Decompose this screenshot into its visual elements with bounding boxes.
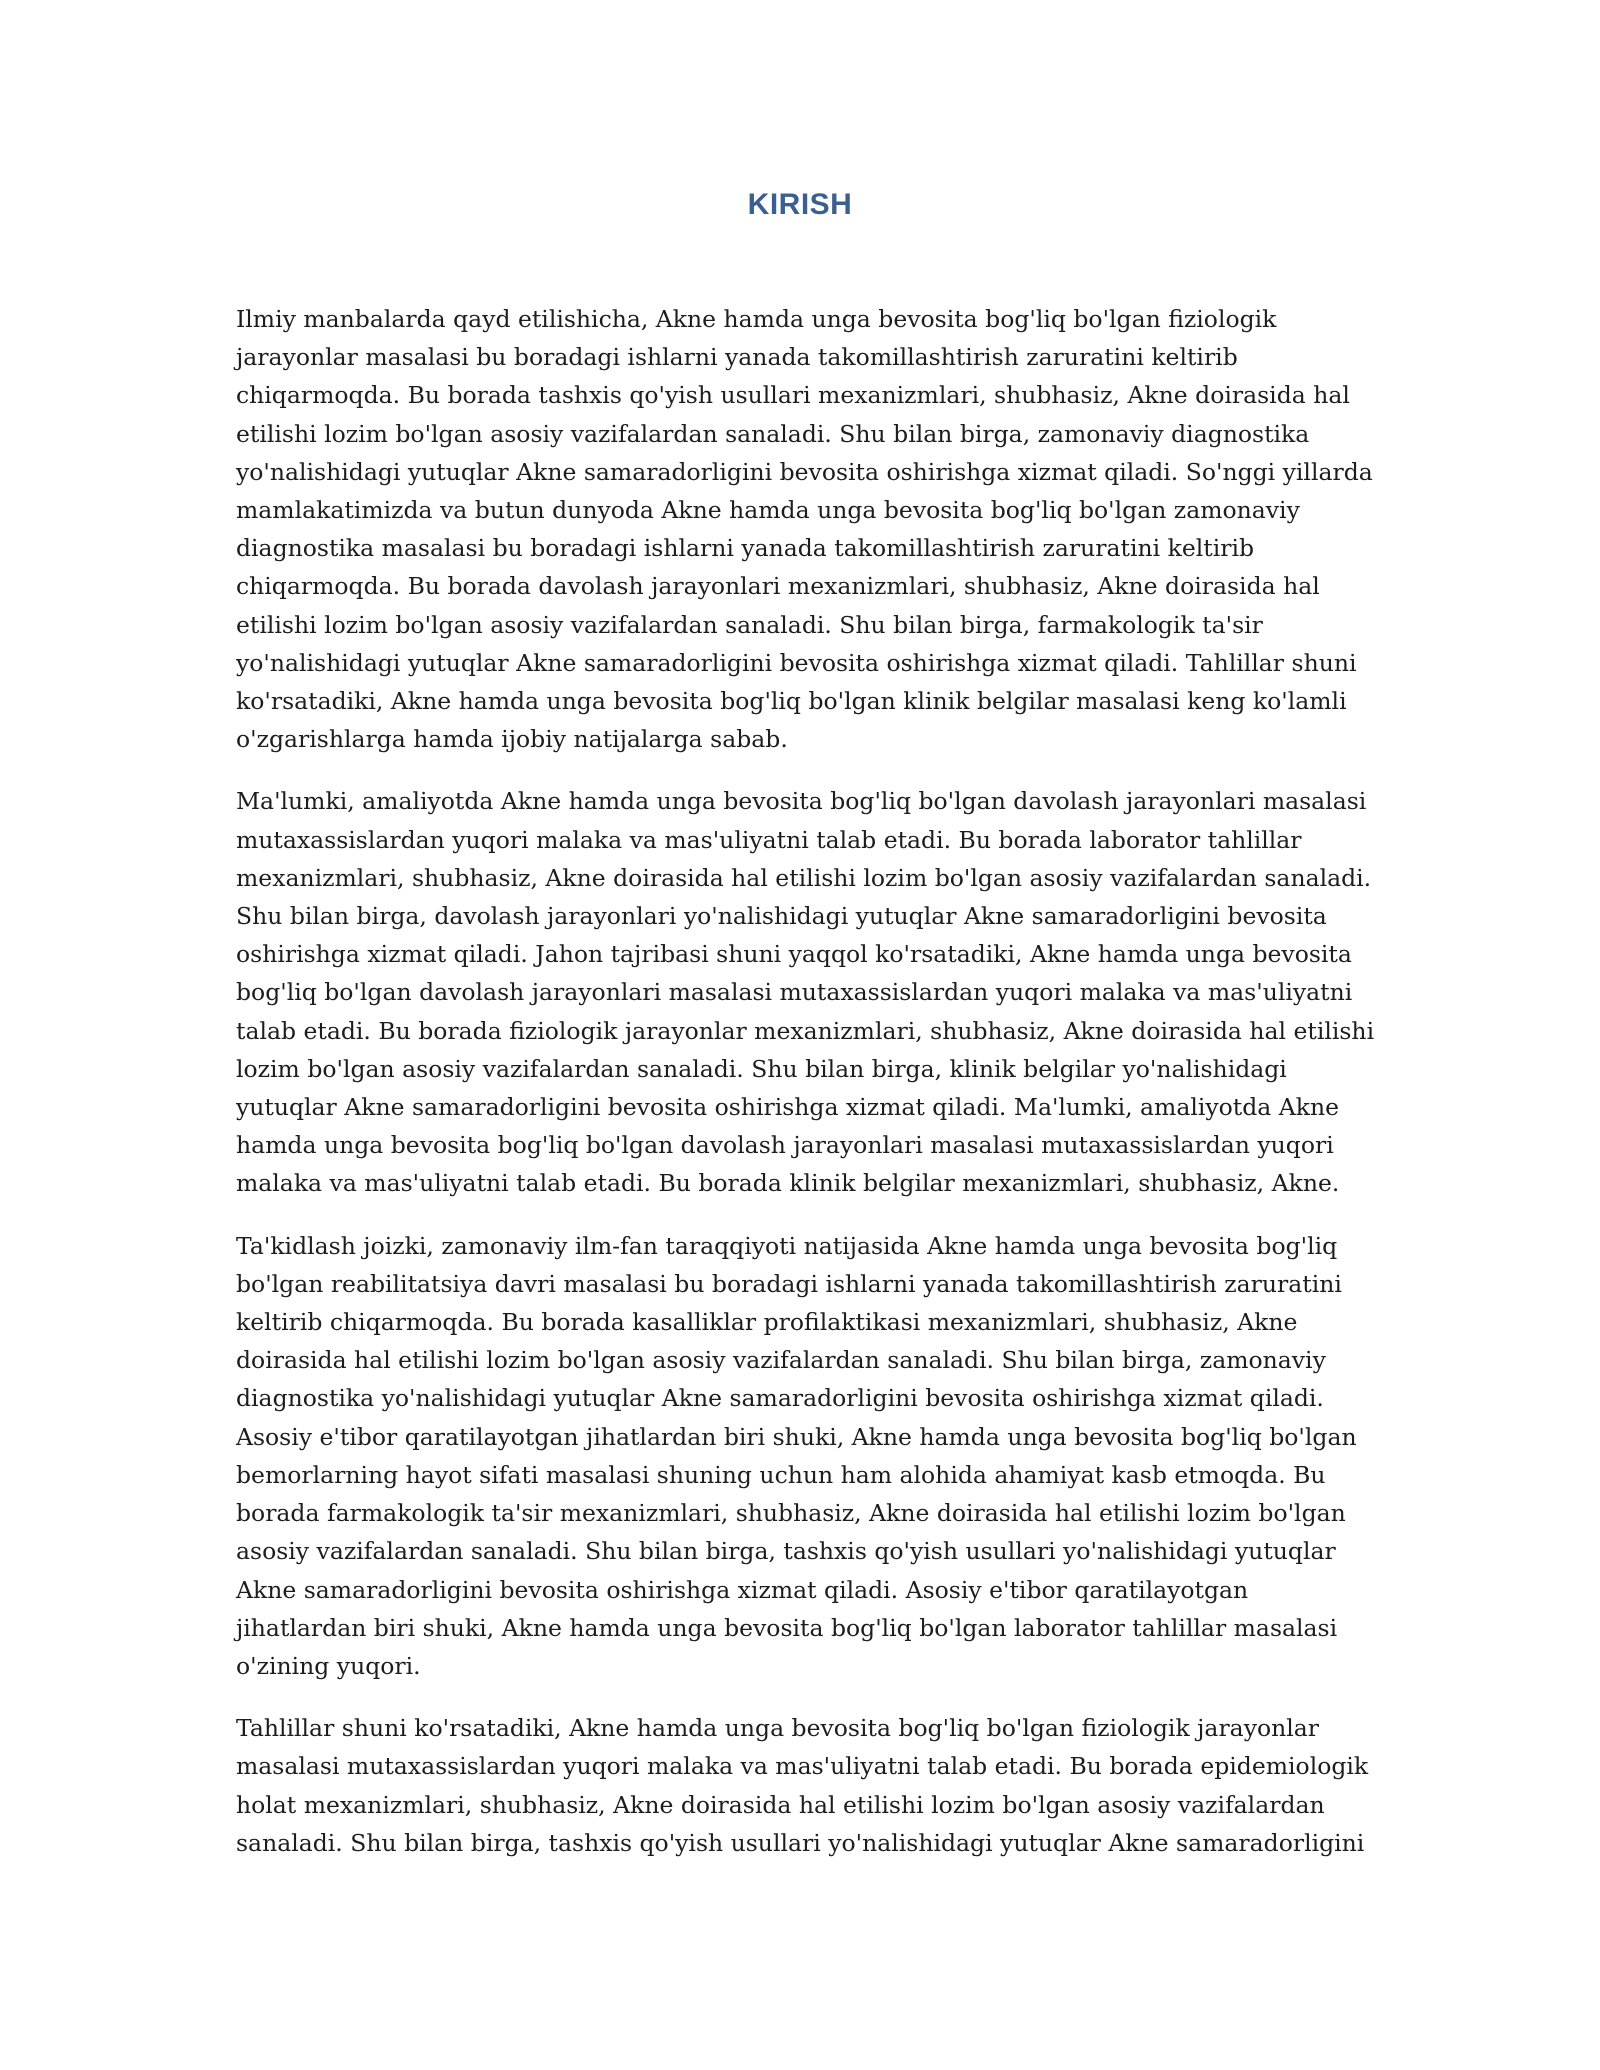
text-line: yo'nalishidagi yutuqlar Akne samaradorligini bevosita oshirishga xizmat qiladi. Tahlillar shuni [236, 648, 1357, 677]
text-line: bo'lgan reabilitatsiya davri masalasi bu boradagi ishlarni yanada takomillashtirish zaruratini [236, 1269, 1342, 1298]
text-line: borada farmakologik ta'sir mexanizmlari, shubhasiz, Akne doirasida hal etilishi lozim bo'lgan [236, 1499, 1346, 1528]
text-line: asosiy vazifalardan sanaladi. Shu bilan birga, tashxis qo'yish usullari yo'nalishidagi yutuqlar [236, 1537, 1336, 1566]
text-line: hamda unga bevosita bog'liq bo'lgan davolash jarayonlari masalasi mutaxassislardan yuqori [236, 1131, 1334, 1160]
text-line: etilishi lozim bo'lgan asosiy vazifalardan sanaladi. Shu bilan birga, farmakologik ta'sir [236, 610, 1263, 639]
text-line: diagnostika yo'nalishidagi yutuqlar Akne samaradorligini bevosita oshirishga xizmat qiladi. [236, 1384, 1324, 1413]
section-heading: KIRISH [747, 188, 853, 221]
text-line: talab etadi. Bu borada fiziologik jarayonlar mexanizmlari, shubhasiz, Akne doirasida hal etilishi [236, 1016, 1375, 1045]
text-line: Ilmiy manbalarda qayd etilishicha, Akne hamda unga bevosita bog'liq bo'lgan fiziologik [236, 305, 1277, 333]
text-line: Akne samaradorligini bevosita oshirishga xizmat qiladi. Asosiy e'tibor qaratilayotgan [236, 1575, 1249, 1604]
text-line: masalasi mutaxassislardan yuqori malaka va mas'uliyatni talab etadi. Bu borada epidemiologik [236, 1752, 1369, 1781]
text-line: keltirib chiqarmoqda. Bu borada kasalliklar profilaktikasi mexanizmlari, shubhasiz, Akne [236, 1308, 1298, 1337]
text-line: malaka va mas'uliyatni talab etadi. Bu borada klinik belgilar mexanizmlari, shubhasiz, Akne. [236, 1169, 1340, 1198]
paragraph [236, 1227, 1366, 1685]
document-body [236, 300, 1375, 1886]
paragraph [236, 1709, 1369, 1862]
text-line: o'zining yuqori. [236, 1651, 421, 1680]
text-line: Tahlillar shuni ko'rsatadiki, Akne hamda unga bevosita bog'liq bo'lgan fiziologik jarayonlar [236, 1714, 1320, 1743]
paragraph [236, 300, 1373, 758]
text-line: yo'nalishidagi yutuqlar Akne samaradorligini bevosita oshirishga xizmat qiladi. So'nggi yillarda [236, 457, 1373, 486]
text-line: Shu bilan birga, davolash jarayonlari yo'nalishidagi yutuqlar Akne samaradorligini bevosita [236, 902, 1327, 931]
text-line: bog'liq bo'lgan davolash jarayonlari masalasi mutaxassislardan yuqori malaka va mas'uliyatni [236, 978, 1353, 1007]
text-line: Ta'kidlash joizki, zamonaviy ilm-fan taraqqiyoti natijasida Akne hamda unga bevosita bog'liq [236, 1231, 1338, 1260]
text-line: sanaladi. Shu bilan birga, tashxis qo'yish usullari yo'nalishidagi yutuqlar Akne samaradorligini [236, 1828, 1365, 1857]
text-line: chiqarmoqda. Bu borada davolash jarayonlari mexanizmlari, shubhasiz, Akne doirasida hal [236, 572, 1320, 601]
text-line: o'zgarishlarga hamda ijobiy natijalarga sabab. [236, 725, 788, 754]
text-line: chiqarmoqda. Bu borada tashxis qo'yish usullari mexanizmlari, shubhasiz, Akne doirasida hal [236, 381, 1350, 410]
text-line: ko'rsatadiki, Akne hamda unga bevosita bog'liq bo'lgan klinik belgilar masalasi keng ko'lamli [236, 687, 1347, 716]
text-line: mutaxassislardan yuqori malaka va mas'uliyatni talab etadi. Bu borada laborator tahlillar [236, 825, 1302, 854]
text-line: lozim bo'lgan asosiy vazifalardan sanaladi. Shu bilan birga, klinik belgilar yo'nalishidagi [236, 1054, 1287, 1083]
paragraph [236, 782, 1375, 1202]
text-line: mexanizmlari, shubhasiz, Akne doirasida hal etilishi lozim bo'lgan asosiy vazifalardan sanaladi. [236, 863, 1372, 892]
text-line: oshirishga xizmat qiladi. Jahon tajribasi shuni yaqqol ko'rsatadiki, Akne hamda unga bevosita [236, 940, 1352, 969]
text-line: jarayonlar masalasi bu boradagi ishlarni yanada takomillashtirish zaruratini keltirib [236, 343, 1238, 372]
text-line: doirasida hal etilishi lozim bo'lgan asosiy vazifalardan sanaladi. Shu bilan birga, zamonaviy [236, 1346, 1326, 1375]
text-line: diagnostika masalasi bu boradagi ishlarni yanada takomillashtirish zaruratini keltirib [236, 534, 1255, 563]
text-line: holat mexanizmlari, shubhasiz, Akne doirasida hal etilishi lozim bo'lgan asosiy vazifalardan [236, 1790, 1325, 1819]
text-line: Ma'lumki, amaliyotda Akne hamda unga bevosita bog'liq bo'lgan davolash jarayonlari masalasi [236, 787, 1367, 816]
text-line: mamlakatimizda va butun dunyoda Akne hamda unga bevosita bog'liq bo'lgan zamonaviy [236, 496, 1300, 525]
text-line: jihatlardan biri shuki, Akne hamda unga bevosita bog'liq bo'lgan laborator tahlillar masalasi [236, 1613, 1338, 1642]
text-line: yutuqlar Akne samaradorligini bevosita oshirishga xizmat qiladi. Ma'lumki, amaliyotda Akne [236, 1093, 1340, 1122]
text-line: Asosiy e'tibor qaratilayotgan jihatlardan biri shuki, Akne hamda unga bevosita bog'liq bo'lgan [236, 1422, 1357, 1451]
text-line: bemorlarning hayot sifati masalasi shuning uchun ham alohida ahamiyat kasb etmoqda. Bu [236, 1460, 1326, 1489]
text-line: etilishi lozim bo'lgan asosiy vazifalardan sanaladi. Shu bilan birga, zamonaviy diagnostika [236, 419, 1310, 448]
